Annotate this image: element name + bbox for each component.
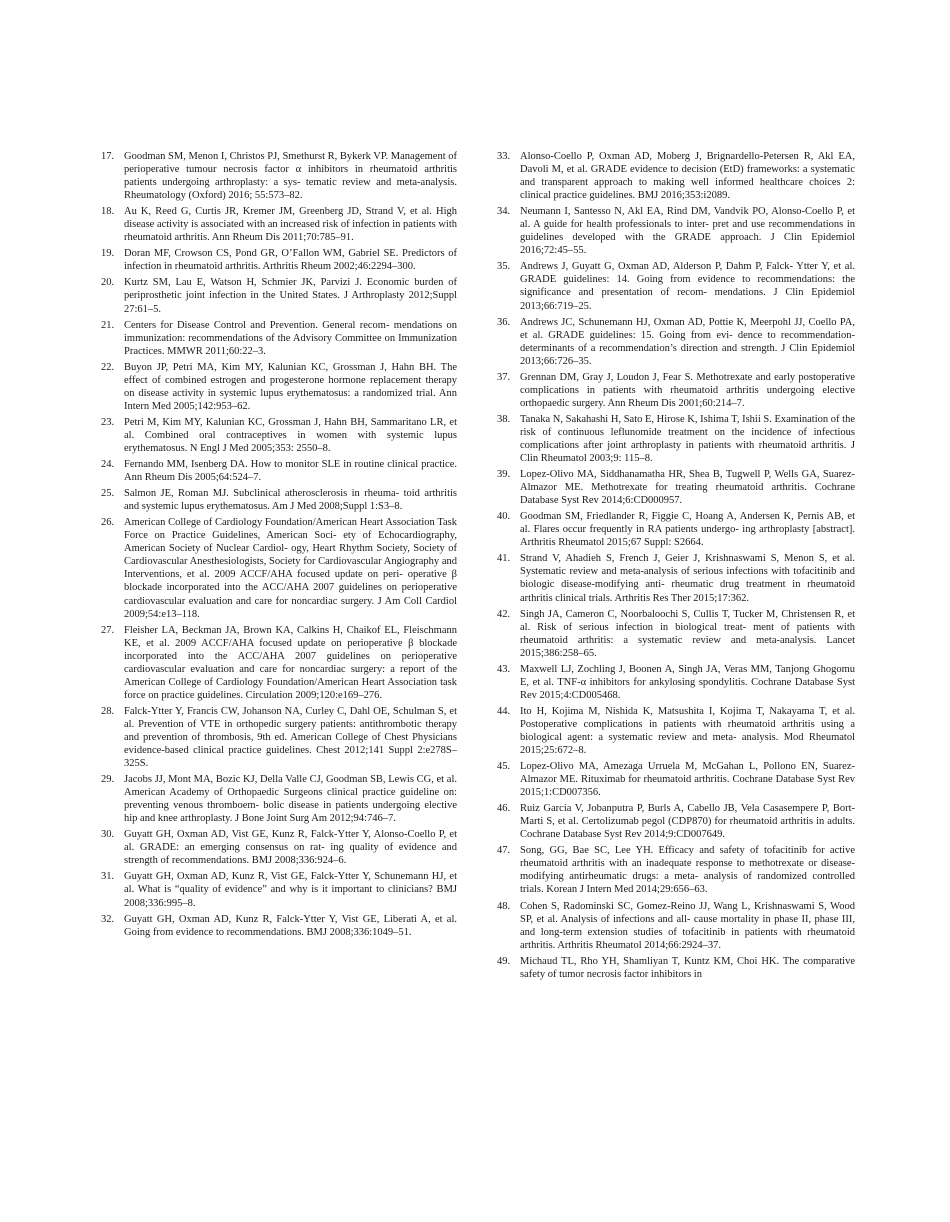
reference-item <box>497 150 855 202</box>
reference-item <box>101 458 457 484</box>
reference-number: 32. <box>101 913 115 925</box>
reference-item <box>497 760 855 799</box>
reference-number: 46. <box>497 803 511 815</box>
reference-item <box>101 247 457 273</box>
reference-text: Buyon JP, Petri MA, Kim MY, Kalunian KC, Grossman J, Hahn BH. The effect of combined estrogen and progesterone hormone replacement therapy on disease activity in systemic lupus erythematosus: a randomized trial. Ann Intern Med 2005;142:953–62. <box>124 361 457 412</box>
reference-number: 29. <box>101 774 115 786</box>
reference-text: Kurtz SM, Lau E, Watson H, Schmier JK, Parvizi J. Economic burden of periprosthetic joint infection in the United States. J Arthroplasty 2012;Suppl 27:61–5. <box>124 277 457 315</box>
reference-text: Maxwell LJ, Zochling J, Boonen A, Singh JA, Veras MM, Tanjong Ghogomu E, et al. TNF-α inhibitors for ankylosing spondylitis. Cochrane Database Syst Rev 2015;4:CD005468. <box>520 663 855 701</box>
references-column-right <box>497 150 855 984</box>
reference-text: Jacobs JJ, Mont MA, Bozic KJ, Della Valle CJ, Goodman SB, Lewis CG, et al. American Academy of Orthopaedic Surgeons clinical practice guideline on: preventing venous thromboem- bolic disease in patients undergoing elective hip and knee arthroplasty. J Bone Joint Surg Am 2012;94:746–7. <box>124 774 457 825</box>
reference-item <box>101 319 457 358</box>
reference-number: 25. <box>101 488 115 500</box>
reference-item <box>497 205 855 257</box>
reference-item <box>101 624 457 702</box>
reference-item <box>497 900 855 952</box>
reference-number: 18. <box>101 206 115 218</box>
reference-text: American College of Cardiology Foundation/American Heart Association Task Force on Practice Guidelines, American Soci- ety of Echocardiography, American Society of Nuclear Cardiol- ogy, Heart Rhythm Society, Society of Cardiovascular Anesthesiologists, Society for Cardiovascular Angiography and Interventions, et al. 2009 ACCF/AHA focused update on peri- operative β blockade incorporated into the ACC/AHA 2007 guidelines on perioperative cardiovascular evaluation and care for noncardiac surgery. J Am Coll Cardiol 2009;54:e13–118. <box>124 517 457 620</box>
reference-number: 42. <box>497 608 511 620</box>
reference-item <box>497 663 855 702</box>
reference-text: Lopez-Olivo MA, Siddhanamatha HR, Shea B, Tugwell P, Wells GA, Suarez-Almazor ME. Methotrexate for treating rheumatoid arthritis. Cochrane Database Syst Rev 2014;6:CD000957. <box>520 469 855 507</box>
reference-number: 26. <box>101 517 115 529</box>
reference-text: Andrews J, Guyatt G, Oxman AD, Alderson P, Dahm P, Falck- Ytter Y, et al. GRADE guidelines: 14. Going from evidence to recommendations: the significance and presentation of recom- mendations. J Clin Epidemiol 2013;66:719–25. <box>520 261 855 312</box>
reference-item <box>101 361 457 413</box>
reference-number: 39. <box>497 469 511 481</box>
reference-text: Strand V, Ahadieh S, French J, Geier J, Krishnaswami S, Menon S, et al. Systematic review and meta-analysis of serious infections with tofacitinib and biologic disease-modifying anti- rheumatic drug treatment in rheumatoid arthritis clinical trials. Arthritis Res Ther 2015;17:362. <box>520 553 855 604</box>
reference-text: Doran MF, Crowson CS, Pond GR, O’Fallon WM, Gabriel SE. Predictors of infection in rheumatoid arthritis. Arthritis Rheum 2002;46:2294–300. <box>124 248 457 273</box>
reference-number: 48. <box>497 900 511 912</box>
reference-number: 38. <box>497 413 511 425</box>
reference-number: 19. <box>101 248 115 260</box>
reference-item <box>101 913 457 939</box>
reference-number: 27. <box>101 624 115 636</box>
reference-list-left <box>101 150 457 939</box>
reference-number: 40. <box>497 511 511 523</box>
reference-number: 24. <box>101 459 115 471</box>
reference-item <box>101 705 457 770</box>
reference-text: Andrews JC, Schunemann HJ, Oxman AD, Pottie K, Meerpohl JJ, Coello PA, et al. GRADE guidelines: 15. Going from evi- dence to recommendation-determinants of a recommendation’s direction and strength. J Clin Epidemiol 2013;66:726–35. <box>520 316 855 367</box>
reference-text: Song, GG, Bae SC, Lee YH. Efficacy and safety of tofacitinib for active rheumatoid arthritis with an inadequate response to methotrexate or disease-modifying antirheumatic drugs: a meta- analysis of randomized controlled trials. Korean J Intern Med 2014;29:656–63. <box>520 845 855 896</box>
reference-text: Falck-Ytter Y, Francis CW, Johanson NA, Curley C, Dahl OE, Schulman S, et al. Prevention of VTE in orthopedic surgery patients: antithrombotic therapy and prevention of thrombosis, 9th ed. American College of Chest Physicians evidence-based clinical practice guidelines. Chest 2012;141 Suppl 2:e278S–325S. <box>124 705 457 770</box>
reference-text: Salmon JE, Roman MJ. Subclinical atherosclerosis in rheuma- toid arthritis and systemic lupus erythematosus. Am J Med 2008;Suppl 1:S3–8. <box>124 488 457 513</box>
reference-item <box>101 828 457 867</box>
reference-number: 45. <box>497 761 511 773</box>
reference-number: 35. <box>497 261 511 273</box>
reference-item <box>497 371 855 410</box>
reference-number: 28. <box>101 705 115 717</box>
reference-text: Tanaka N, Sakahashi H, Sato E, Hirose K, Ishima T, Ishii S. Examination of the risk of continuous leflunomide treatment on the incidence of infectious complications after joint arthroplasty in patients with rheumatoid arthritis. J Clin Rheumatol 2003;9: 115–8. <box>520 413 855 465</box>
reference-number: 36. <box>497 316 511 328</box>
reference-number: 49. <box>497 955 511 967</box>
reference-item <box>497 552 855 604</box>
reference-item <box>101 276 457 315</box>
reference-list-right <box>497 150 855 981</box>
reference-text: Singh JA, Cameron C, Noorbaloochi S, Cullis T, Tucker M, Christensen R, et al. Risk of serious infection in biological treat- ment of patients with rheumatoid arthritis: a systematic review and meta-analysis. Lancet 2015;386:258–65. <box>520 608 855 659</box>
reference-item <box>497 705 855 757</box>
reference-number: 37. <box>497 371 511 383</box>
reference-item <box>497 844 855 896</box>
reference-text: Ruiz Garcia V, Jobanputra P, Burls A, Cabello JB, Vela Casasempere P, Bort-Marti S, et al. Certolizumab pegol (CDP870) for rheumatoid arthritis in adults. Cochrane Database Syst Rev 2014;9:CD007649. <box>520 803 855 841</box>
reference-item <box>497 608 855 660</box>
reference-number: 47. <box>497 845 511 857</box>
reference-item <box>101 487 457 513</box>
reference-item <box>101 516 457 620</box>
reference-text: Fleisher LA, Beckman JA, Brown KA, Calkins H, Chaikof EL, Fleischmann KE, et al. 2009 ACCF/AHA focused update on perioperative β blockade incorporated into the ACC/AHA 2007 guidelines on perioperative cardiovascular evaluation and care for noncardiac surgery: a report of the American College of Cardiology Foundation/American Heart Association task force on practice guidelines. Circulation 2009;120:e169–276. <box>124 624 457 701</box>
reference-text: Cohen S, Radominski SC, Gomez-Reino JJ, Wang L, Krishnaswami S, Wood SP, et al. Analysis of infections and all- cause mortality in phase II, phase III, and long-term extension studies of tofacitinib in patients with rheumatoid arthritis. Arthritis Rheumatol 2014;66:2924–37. <box>520 900 855 951</box>
reference-item <box>497 510 855 549</box>
reference-text: Neumann I, Santesso N, Akl EA, Rind DM, Vandvik PO, Alonso-Coello P, et al. A guide for health professionals to inter- pret and use recommendations in guidelines developed with the GRADE approach. J Clin Epidemiol 2016;72:45–55. <box>520 206 855 257</box>
reference-text: Au K, Reed G, Curtis JR, Kremer JM, Greenberg JD, Strand V, et al. High disease activity is associated with an increased risk of infection in patients with rheumatoid arthritis. Ann Rheum Dis 2011;70:785–91. <box>124 206 457 244</box>
reference-item <box>497 260 855 312</box>
reference-number: 23. <box>101 416 115 428</box>
reference-item <box>101 205 457 244</box>
reference-item <box>101 870 457 909</box>
reference-item <box>497 468 855 507</box>
references-column-left <box>101 150 457 942</box>
reference-item <box>101 416 457 455</box>
reference-text: Petri M, Kim MY, Kalunian KC, Grossman J, Hahn BH, Sammaritano LR, et al. Combined oral contraceptives in women with systemic lupus erythematosus. N Engl J Med 2005;353: 2550–8. <box>124 416 457 454</box>
reference-text: Michaud TL, Rho YH, Shamliyan T, Kuntz KM, Choi HK. The comparative safety of tumor necrosis factor inhibitors in <box>520 955 855 980</box>
reference-number: 43. <box>497 663 511 675</box>
reference-number: 22. <box>101 361 115 373</box>
reference-item <box>497 316 855 368</box>
reference-number: 17. <box>101 151 115 162</box>
reference-text: Goodman SM, Menon I, Christos PJ, Smethurst R, Bykerk VP. Management of perioperative tumour necrosis factor α inhibitors in rheumatoid arthritis patients undergoing arthroplasty: a sys- tematic review and meta-analysis. Rheumatology (Oxford) 2016; 55:573–82. <box>124 151 457 202</box>
reference-number: 21. <box>101 319 115 331</box>
reference-number: 44. <box>497 705 511 717</box>
reference-text: Guyatt GH, Oxman AD, Vist GE, Kunz R, Falck-Ytter Y, Alonso-Coello P, et al. GRADE: an emerging consensus on rat- ing quality of evidence and strength of recommendations. BMJ 2008;336:924–6. <box>124 829 457 867</box>
reference-item <box>497 413 855 465</box>
reference-item <box>497 802 855 841</box>
reference-number: 41. <box>497 553 511 565</box>
reference-text: Goodman SM, Friedlander R, Figgie C, Hoang A, Andersen K, Pernis AB, et al. Flares occur frequently in RA patients undergo- ing arthroplasty [abstract]. Arthritis Rheumatol 2015;67 Suppl: S2664. <box>520 511 855 549</box>
reference-text: Centers for Disease Control and Prevention. General recom- mendations on immunization: recommendations of the Advisory Committee on Immunization Practices. MMWR 2011;60:22–3. <box>124 319 457 357</box>
reference-item <box>497 955 855 981</box>
reference-text: Fernando MM, Isenberg DA. How to monitor SLE in routine clinical practice. Ann Rheum Dis 2005;64:524–7. <box>124 459 457 484</box>
reference-item <box>101 150 457 202</box>
reference-text: Grennan DM, Gray J, Loudon J, Fear S. Methotrexate and early postoperative complications in patients with rheumatoid arthritis undergoing elective orthopaedic surgery. Ann Rheum Dis 2001;60:214–7. <box>520 371 855 409</box>
reference-item <box>101 773 457 825</box>
reference-text: Ito H, Kojima M, Nishida K, Matsushita I, Kojima T, Nakayama T, et al. Postoperative complications in patients with rheumatoid arthritis using a biological agent: a systematic review and meta- analysis. Mod Rheumatol 2015;25:672–8. <box>520 705 855 757</box>
reference-number: 33. <box>497 151 511 162</box>
reference-number: 30. <box>101 829 115 841</box>
reference-text: Guyatt GH, Oxman AD, Kunz R, Vist GE, Falck-Ytter Y, Schunemann HJ, et al. What is “quality of evidence” and why is it important to clinicians? BMJ 2008;336:995–8. <box>124 871 457 909</box>
reference-number: 20. <box>101 277 115 289</box>
reference-number: 31. <box>101 871 115 883</box>
reference-text: Lopez-Olivo MA, Amezaga Urruela M, McGahan L, Pollono EN, Suarez-Almazor ME. Rituximab for rheumatoid arthritis. Cochrane Database Syst Rev 2015;1:CD007356. <box>520 761 855 799</box>
reference-text: Guyatt GH, Oxman AD, Kunz R, Falck-Ytter Y, Vist GE, Liberati A, et al. Going from evidence to recommendations. BMJ 2008;336:1049–51. <box>124 913 457 938</box>
reference-number: 34. <box>497 206 511 218</box>
reference-text: Alonso-Coello P, Oxman AD, Moberg J, Brignardello-Petersen R, Akl EA, Davoli M, et al. GRADE evidence to decision (EtD) frameworks: a systematic and transparent approach to making well informed healthcare choices 2: clinical practice guidelines. BMJ 2016;353:i2089. <box>520 151 855 202</box>
